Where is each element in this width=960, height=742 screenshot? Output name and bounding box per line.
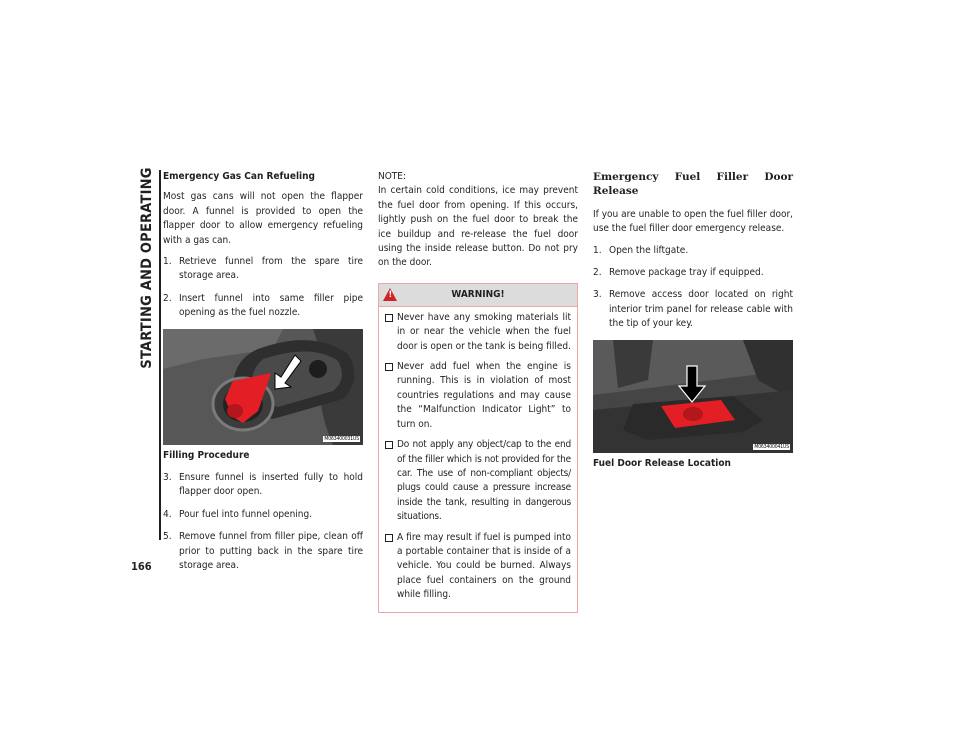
note-label: NOTE: bbox=[378, 171, 407, 182]
figure-code: M063400031US bbox=[324, 435, 359, 442]
note-text: In certain cold conditions, ice may prevent the fuel door from opening. If this occurs, lightly push on the fuel door to break the ice buildup and re-release the fuel door using the inside release button. Do not pry on the door. bbox=[378, 185, 578, 269]
checkbox-bullet-icon bbox=[385, 363, 393, 371]
warning-item: Never add fuel when the engine is running. This is in violation of most countries regulations and may cause the “Malfunction Indicator Light” to turn on. bbox=[385, 360, 571, 432]
step-item: 2. Remove package tray if equipped. bbox=[593, 267, 764, 279]
emergency-gas-can-heading: Emergency Gas Can Refueling bbox=[163, 171, 315, 182]
steps-list-a bbox=[163, 255, 363, 321]
section-title: STARTING AND OPERATING bbox=[139, 167, 155, 369]
step-item: 3. Remove access door located on right interior trim panel for release cable with the tip of your key. bbox=[593, 289, 793, 330]
release-steps-list bbox=[593, 244, 793, 332]
column-3 bbox=[593, 170, 793, 479]
fuel-door-release-figure bbox=[593, 340, 793, 453]
step-item: 2. Insert funnel into same filler pipe opening as the fuel nozzle. bbox=[163, 292, 363, 319]
warning-triangle-icon bbox=[383, 288, 397, 301]
figure-caption: Filling Procedure bbox=[163, 449, 250, 461]
step-item: 1. Open the liftgate. bbox=[593, 244, 689, 256]
steps-list-b bbox=[163, 471, 363, 573]
checkbox-bullet-icon bbox=[385, 534, 393, 542]
step-item: 3. Ensure funnel is inserted fully to hold flapper door open. bbox=[163, 472, 363, 498]
column-2 bbox=[378, 170, 578, 613]
step-item: 4. Pour fuel into funnel opening. bbox=[163, 508, 313, 520]
step-item: 5. Remove funnel from filler pipe, clean off prior to putting back in the spare tire storage area. bbox=[163, 531, 363, 572]
figure-caption: Fuel Door Release Location bbox=[593, 457, 731, 469]
filling-procedure-illustration bbox=[163, 329, 363, 445]
step-item: 1. Retrieve funnel from the spare tire storage area. bbox=[163, 256, 363, 282]
filling-procedure-figure bbox=[163, 329, 363, 445]
figure-code: M063400041US bbox=[754, 443, 789, 450]
release-intro: If you are unable to open the fuel filler door, use the fuel filler door emergency release. bbox=[593, 208, 793, 235]
checkbox-bullet-icon bbox=[385, 441, 393, 449]
warning-body bbox=[379, 307, 577, 612]
fuel-door-release-illustration bbox=[593, 340, 793, 453]
intro-paragraph: Most gas cans will not open the flapper door. A funnel is provided to open the flapper door to allow emergency refueling with a gas can. bbox=[163, 191, 363, 246]
warning-item: Never have any smoking materials lit in or near the vehicle when the fuel door is open or the tank is being filled. bbox=[385, 311, 571, 354]
emergency-release-heading: Emergency Fuel Filler Door Release bbox=[593, 171, 793, 198]
warning-header bbox=[379, 284, 577, 307]
warning-title: WARNING! bbox=[451, 288, 505, 300]
warning-item: A fire may result if fuel is pumped into a portable container that is inside of a vehicle. You could be burned. Always place fuel containers on the ground while filling. bbox=[385, 531, 571, 603]
side-divider bbox=[159, 170, 161, 540]
warning-item: Do not apply any object/cap to the end of the filler which is not provided for the car. The use of non-compliant objects/ plugs could cause a pressure increase inside the tank, resulting in dangerous situations. bbox=[385, 438, 571, 524]
column-1 bbox=[163, 170, 363, 582]
page-number: 166 bbox=[131, 560, 152, 573]
warning-box bbox=[378, 283, 578, 613]
section-side-tab bbox=[137, 167, 157, 369]
checkbox-bullet-icon bbox=[385, 314, 393, 322]
